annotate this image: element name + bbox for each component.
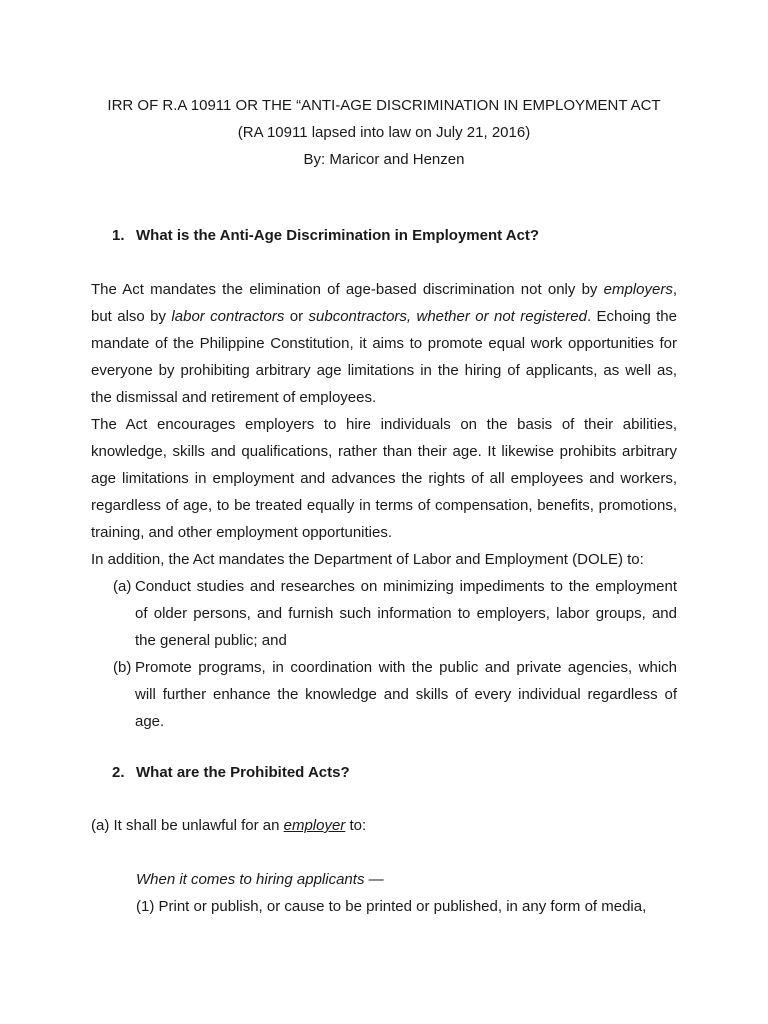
subheading-text: When it comes to hiring applicants — <box>136 871 384 888</box>
paragraph-text: , but also by <box>91 281 677 325</box>
section-2-heading <box>112 764 350 781</box>
section-1-paragraph-3: In addition, the Act mandates the Department of Labor and Employment (DOLE) to: <box>91 551 644 568</box>
emphasis-labor-contractors: labor contractors <box>171 308 285 325</box>
section-2-title: What are the Prohibited Acts? <box>136 764 350 781</box>
section-2-item-1: (1) Print or publish, or cause to be printed or published, in any form of media, <box>136 898 647 915</box>
list-marker: (b) <box>113 659 132 676</box>
paragraph-text: The Act mandates the elimination of age-based discrimination not only by <box>91 281 604 298</box>
section-1-heading <box>112 227 539 244</box>
section-1-paragraph-2: The Act encourages employers to hire individuals on the basis of their abilities, knowledge, skills and qualifications, rather than their age. It likewise prohibits arbitrary age limitations in employment and advances the rights of all employees and workers, regardless of age, to be treated equally in terms of compensation, benefits, promotions, training, and other employment opportunities. <box>91 416 677 541</box>
section-2-subheading <box>136 866 384 893</box>
section-1-number: 1. <box>112 227 125 244</box>
document-authors: By: Maricor and Henzen <box>303 151 465 168</box>
section-1-title: What is the Anti-Age Discrimination in Employment Act? <box>136 227 540 244</box>
emphasis-subcontractors: subcontractors, whether or not registered <box>308 308 587 325</box>
emphasis-employers: employers <box>603 281 673 298</box>
paragraph-text: or <box>284 308 309 325</box>
emphasis-employer: employer <box>283 817 346 834</box>
paragraph-text: to: <box>345 817 367 834</box>
document-subtitle: (RA 10911 lapsed into law on July 21, 2016) <box>237 124 531 141</box>
section-1-body <box>91 276 677 735</box>
list-item-text: Conduct studies and researches on minimizing impediments to the employment of older persons, and furnish such information to employers, labor groups, and the general public; and <box>135 578 677 649</box>
section-2-number: 2. <box>112 764 125 781</box>
list-marker: (a) <box>113 578 132 595</box>
document-header <box>0 92 768 173</box>
list-item-text: Promote programs, in coordination with the public and private agencies, which will further enhance the knowledge and skills of every individual regardless of age. <box>135 659 677 730</box>
document-title: IRR OF R.A 10911 OR THE “ANTI-AGE DISCRIMINATION IN EMPLOYMENT ACT <box>107 97 661 114</box>
list-item-a <box>91 573 677 654</box>
paragraph-text: (a) It shall be unlawful for an <box>91 817 284 834</box>
section-2-intro <box>91 812 691 839</box>
paragraph-text: . Echoing the mandate of the Philippine Constitution, it aims to promote equal work opportunities for everyone by prohibiting arbitrary age limitations in the hiring of applicants, as well as, the dismissal and retirement of employees. <box>91 308 677 406</box>
list-item-b <box>91 654 677 735</box>
section-1-paragraph-1 <box>91 276 677 411</box>
